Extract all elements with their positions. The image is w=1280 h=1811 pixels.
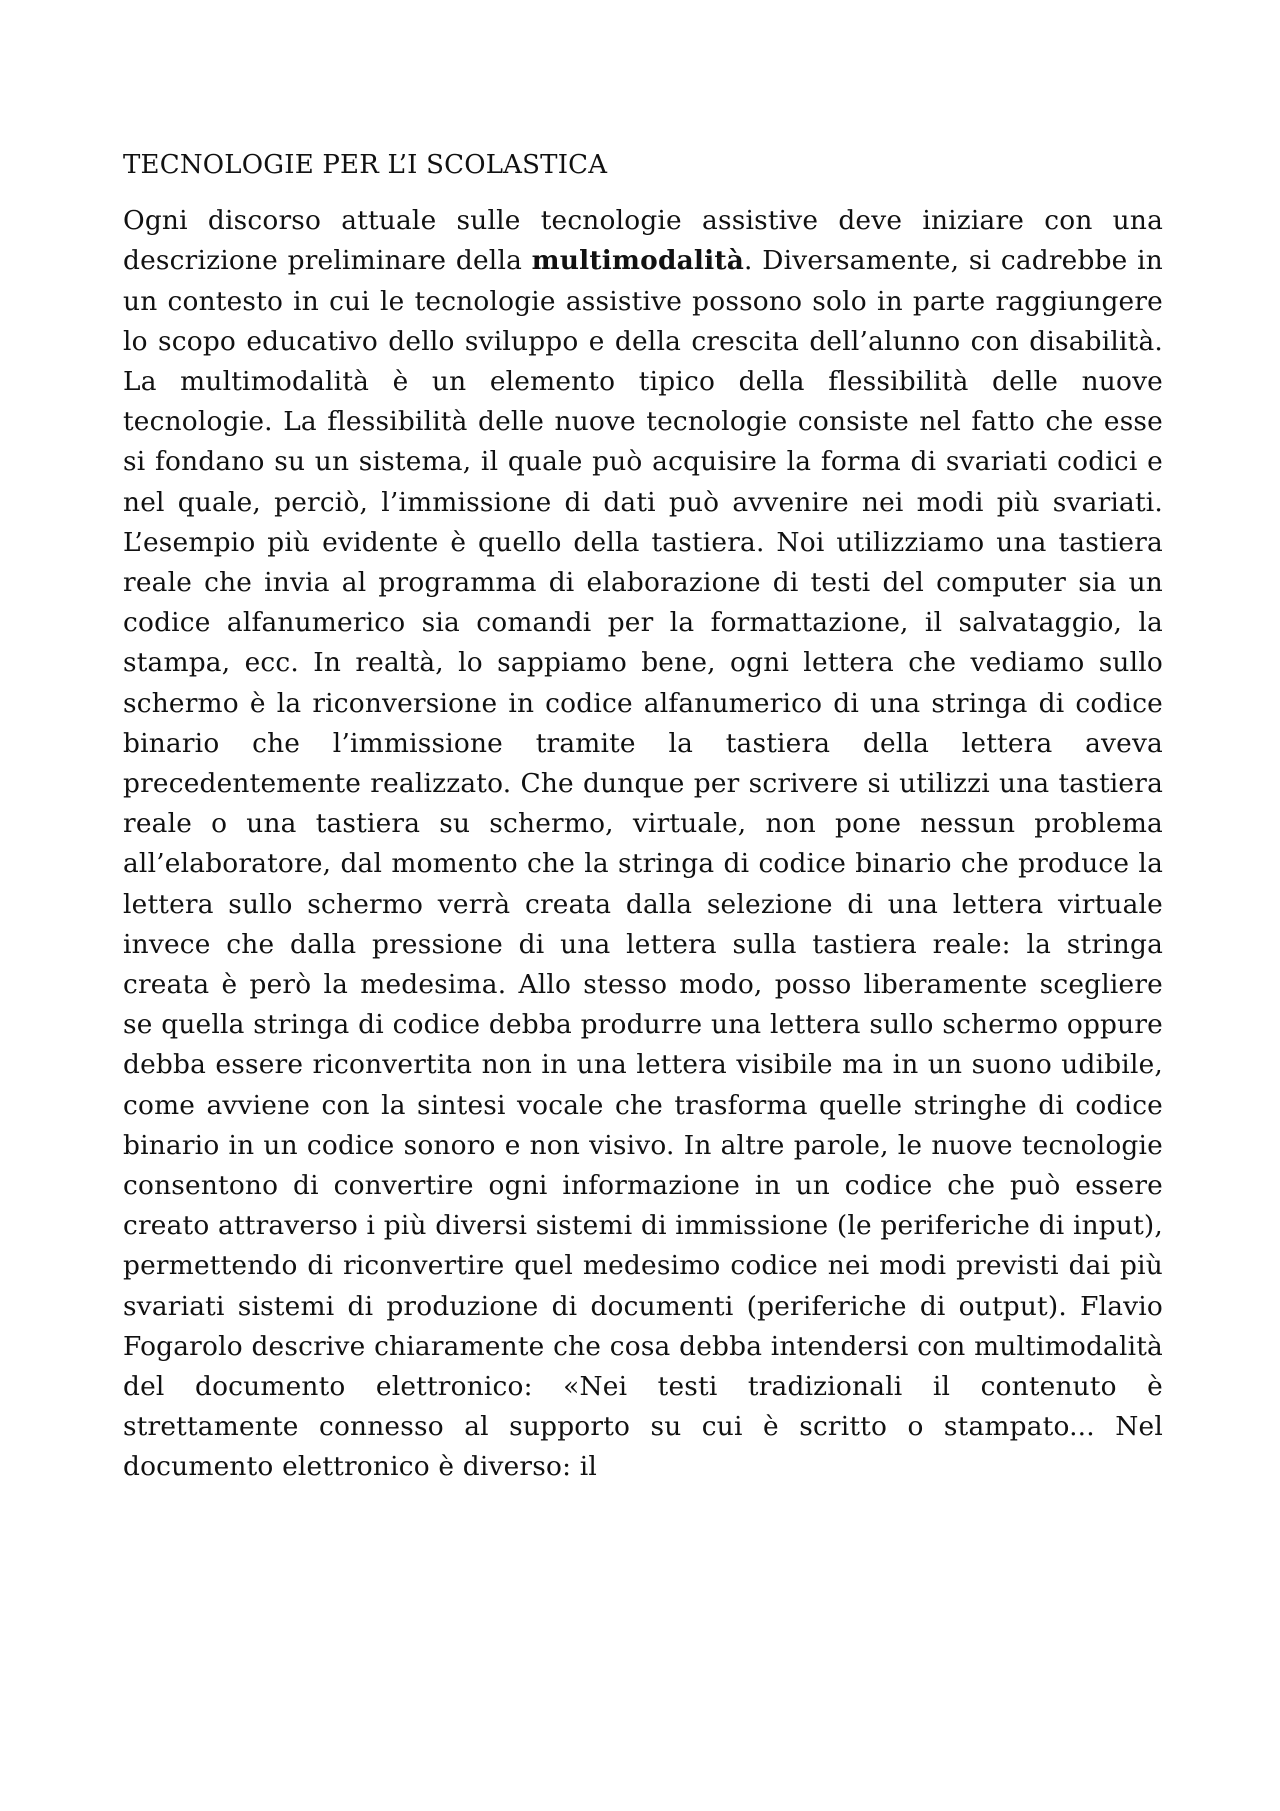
paragraph-text-start: Ogni discorso attuale sulle tecnologie assistive deve iniziare con una descrizione preliminare della xyxy=(123,205,1163,277)
bold-term-multimodalita: multimodalità xyxy=(531,245,745,277)
document-content xyxy=(123,150,1163,1488)
paragraph-text-continued: . Diversamente, si cadrebbe in un contesto in cui le tecnologie assistive possono solo in parte raggiungere lo scopo educativo dello sviluppo e della crescita dell’alunno con disabilità. La multimodalità è un elemento tipico della flessibilità delle nuove tecnologie. La flessibilità delle nuove tecnologie consiste nel fatto che esse si fondano su un sistema, il quale può acquisire la forma di svariati codici e nel quale, perciò, l’immissione di dati può avvenire nei modi più svariati. L’esempio più evidente è quello della tastiera. Noi utilizziamo una tastiera reale che invia al programma di elaborazione di testi del computer sia un codice alfanumerico sia comandi per la formattazione, il salvataggio, la stampa, ecc. In realtà, lo sappiamo bene, ogni lettera che vediamo sullo schermo è la riconversione in codice alfanumerico di una stringa di codice binario che l’immissione tramite la tastiera della lettera aveva precedentemente realizzato. Che dunque per scrivere si utilizzi una tastiera reale o una tastiera su schermo, virtuale, non pone nessun problema all’elaboratore, dal momento che la stringa di codice binario che produce la lettera sullo schermo verrà creata dalla selezione di una lettera virtuale invece che dalla pressione di una lettera sulla tastiera reale: la stringa creata è però la medesima. Allo stesso modo, posso liberamente scegliere se quella stringa di codice debba produrre una lettera sullo schermo oppure debba essere riconvertita non in una lettera visibile ma in un suono udibile, come avviene con la sintesi vocale che trasforma quelle stringhe di codice binario in un codice sonoro e non visivo. In altre parole, le nuove tecnologie consentono di convertire ogni informazione in un codice che può essere creato attraverso i più diversi sistemi di immissione (le periferiche di input), permettendo di riconvertire quel medesimo codice nei modi previsti dai più svariati sistemi di produzione di documenti (periferiche di output). Flavio Fogarolo descrive chiaramente che cosa debba intendersi con multimodalità del documento elettronico: «Nei testi tradizionali il contenuto è strettamente connesso al supporto su cui è scritto o stampato... Nel documento elettronico è diverso: il xyxy=(123,245,1163,1483)
body-paragraph xyxy=(123,201,1163,1488)
document-title: TECNOLOGIE PER L’I SCOLASTICA xyxy=(123,150,608,180)
